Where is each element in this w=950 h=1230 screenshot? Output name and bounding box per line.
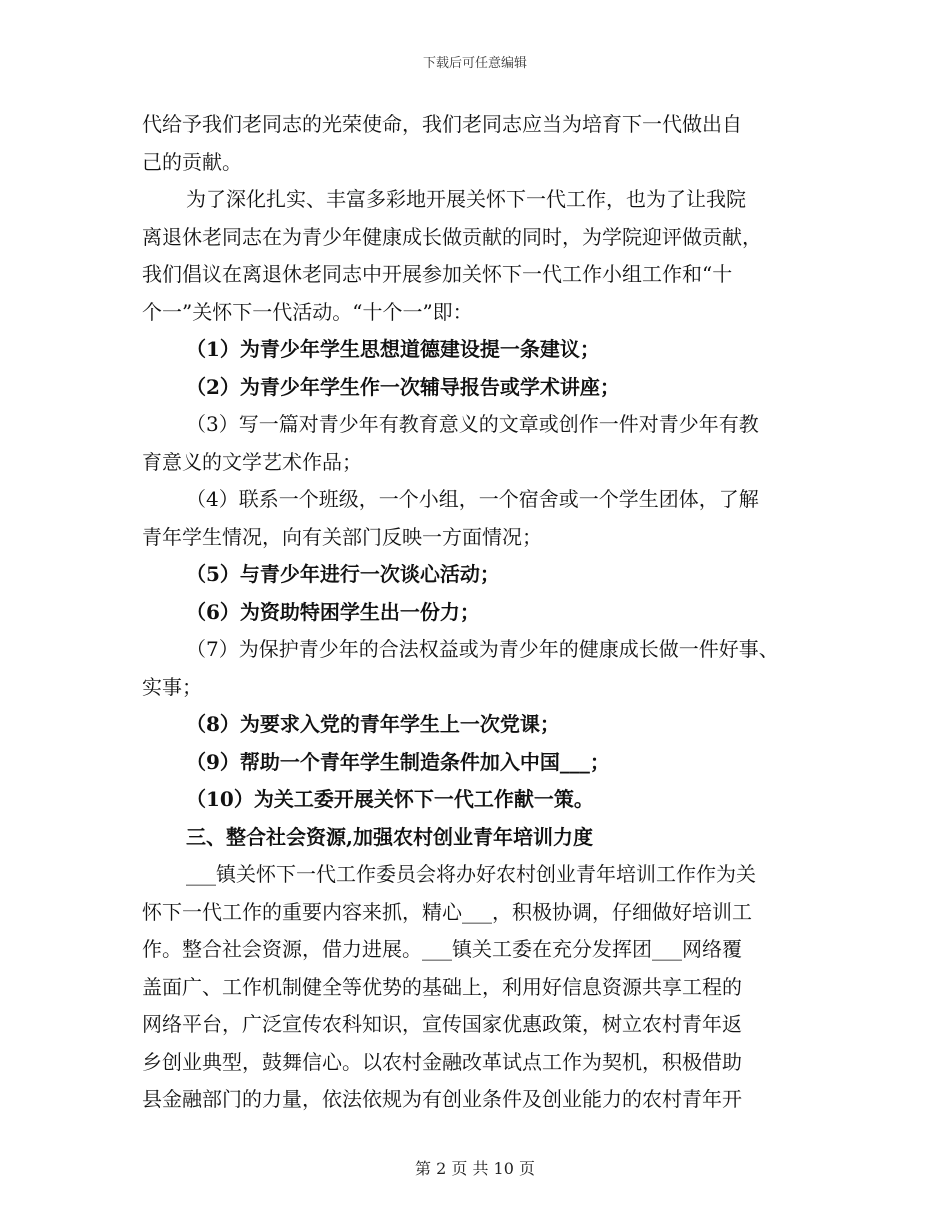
- text-line: 乡创业典型，鼓舞信心。以农村金融改革试点工作为契机，积极借助: [142, 1049, 742, 1074]
- text-line: 为了深化扎实、丰富多彩地开展关怀下一代工作，也为了让我院: [186, 187, 746, 211]
- text-line: 代给予我们老同志的光荣使命，我们老同志应当为培育下一代做出自: [142, 112, 742, 136]
- page-footer: 第 2 页 共 10 页: [415, 1159, 535, 1178]
- text-line: 己的贡献。: [142, 149, 242, 174]
- text-line: （9）帮助一个青年学生制造条件加入中国___；: [186, 749, 610, 774]
- text-line: 青年学生情况，向有关部门反映一方面情况；: [142, 524, 542, 549]
- text-line: （8）为要求入党的青年学生上一次党课；: [186, 712, 560, 736]
- text-line: （2）为青少年学生作一次辅导报告或学术讲座；: [186, 374, 620, 399]
- text-line: 作。整合社会资源，借力进展。___镇关工委在充分发挥团___网络覆: [142, 937, 742, 961]
- text-line: ___镇关怀下一代工作委员会将办好农村创业青年培训工作作为关: [186, 862, 756, 886]
- page-header: 下载后可任意编辑: [422, 56, 527, 71]
- text-line: （4）联系一个班级，一个小组，一个宿舍或一个学生团体，了解: [186, 487, 759, 511]
- text-line: （10）为关工委开展关怀下一代工作献一策。: [186, 787, 594, 811]
- text-line: 网络平台，广泛宣传农科知识，宣传国家优惠政策，树立农村青年返: [142, 1012, 742, 1036]
- text-line: 我们倡议在离退休老同志中开展参加关怀下一代工作小组工作和“十: [142, 262, 733, 286]
- text-line: 个一”关怀下一代活动。“十个一”即：: [142, 299, 473, 324]
- text-line: 县金融部门的力量，依法依规为有创业条件及创业能力的农村青年开: [142, 1087, 742, 1111]
- section-heading: 三、整合社会资源,加强农村创业青年培训力度: [186, 824, 593, 849]
- text-line: 盖面广、工作机制健全等优势的基础上，利用好信息资源共享工程的: [142, 974, 742, 999]
- document-body: [142, 106, 810, 1119]
- text-line: （1）为青少年学生思想道德建设提一条建议；: [186, 337, 600, 361]
- text-line: （7）为保护青少年的合法权益或为青少年的健康成长做一件好事、: [186, 637, 779, 661]
- text-line: （5）与青少年进行一次谈心活动；: [186, 562, 500, 586]
- text-line: 怀下一代工作的重要内容来抓，精心___，积极协调，仔细做好培训工: [142, 899, 752, 924]
- text-line: （3）写一篇对青少年有教育意义的文章或创作一件对青少年有教: [186, 412, 759, 436]
- text-line: （6）为资助特困学生出一份力；: [186, 599, 480, 624]
- text-line: 育意义的文学艺术作品；: [142, 449, 362, 474]
- text-line: 离退休老同志在为青少年健康成长做贡献的同时，为学院迎评做贡献，: [142, 224, 762, 249]
- text-line: 实事；: [142, 674, 202, 699]
